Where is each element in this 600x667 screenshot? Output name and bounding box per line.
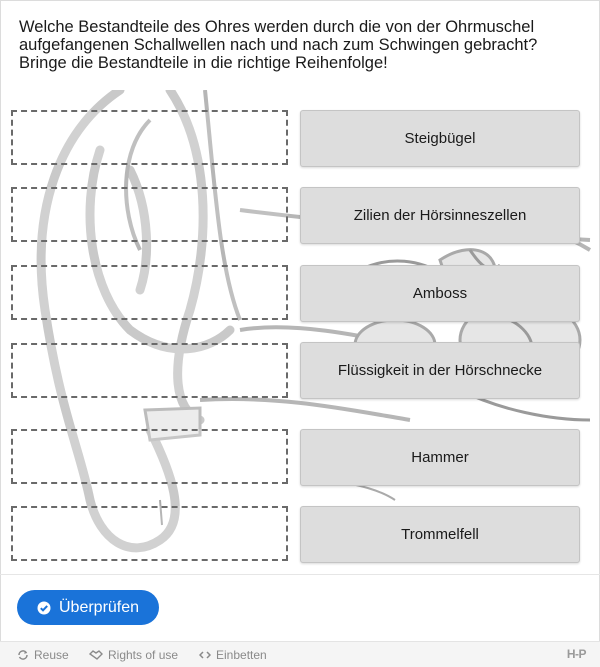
h5p-footer <box>0 641 600 667</box>
draggable-item-label: Steigbügel <box>404 130 476 147</box>
reuse-link[interactable] <box>17 648 69 662</box>
code-icon <box>199 649 211 661</box>
handshake-icon <box>89 649 103 661</box>
drop-zone-5[interactable] <box>11 429 288 484</box>
drop-zone-1[interactable] <box>11 110 288 165</box>
draggable-item-amboss[interactable] <box>300 265 580 322</box>
draggable-item-hammer[interactable] <box>300 429 580 486</box>
drop-zone-3[interactable] <box>11 265 288 320</box>
draggable-item-fluessigkeit[interactable] <box>300 342 580 399</box>
draggable-item-label: Hammer <box>411 449 469 466</box>
draggable-item-label: Amboss <box>412 285 468 302</box>
reuse-icon <box>17 649 29 661</box>
rights-of-use-label: Rights of use <box>108 648 179 662</box>
check-circle-icon <box>37 601 51 615</box>
embed-label: Einbetten <box>216 648 267 662</box>
drop-zone-4[interactable] <box>11 343 288 398</box>
drag-drop-stage <box>0 90 600 573</box>
h5p-logo[interactable]: H-P <box>566 647 586 661</box>
draggable-item-label: Trommelfell <box>401 526 479 543</box>
check-button[interactable] <box>17 590 159 625</box>
embed-link[interactable] <box>199 648 267 662</box>
question-text: Welche Bestandteile des Ohres werden durch die von der Ohrmuschel aufgefangenen Schallwellen nach und nach zum Schwingen gebracht? Bringe die Bestandteile in die richtige Reihenfolge! <box>19 18 538 72</box>
draggable-item-label: Zilien der Hörsinneszellen <box>353 207 527 224</box>
draggable-item-label: Flüssigkeit in der Hörschnecke <box>337 362 543 379</box>
check-button-label: Überprüfen <box>59 598 140 616</box>
rights-of-use-link[interactable] <box>89 648 178 662</box>
drop-zone-2[interactable] <box>11 187 288 242</box>
drop-zone-6[interactable] <box>11 506 288 561</box>
draggable-item-zilien[interactable] <box>300 187 580 244</box>
reuse-label: Reuse <box>34 648 69 662</box>
draggable-item-steigbuegel[interactable] <box>300 110 580 167</box>
draggable-item-trommelfell[interactable] <box>300 506 580 563</box>
